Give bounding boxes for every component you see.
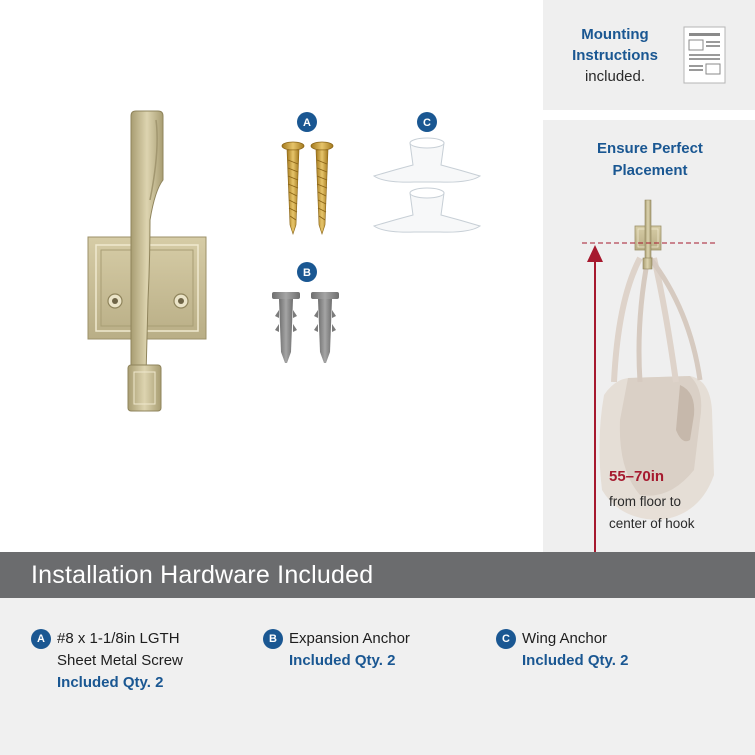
screw-a-image bbox=[282, 112, 333, 234]
legend-badge-a: A bbox=[31, 629, 51, 649]
placement-title bbox=[565, 138, 735, 182]
legend-item-expansion-anchor bbox=[289, 628, 410, 672]
mounting-line-3: included. bbox=[584, 68, 646, 85]
mounting-instructions-text bbox=[565, 24, 665, 87]
wing-anchor-c-image bbox=[374, 112, 480, 232]
expansion-anchor-b-image bbox=[272, 262, 339, 363]
label-c: C bbox=[423, 117, 431, 129]
placement-title-line-1: Ensure Perfect bbox=[597, 140, 703, 157]
wing-qty: Included Qty. 2 bbox=[522, 652, 629, 669]
mounting-line-1: Mounting bbox=[581, 26, 649, 43]
height-desc-line-1: from floor to bbox=[609, 494, 682, 509]
mounting-line-2: Instructions bbox=[572, 47, 658, 64]
expansion-name: Expansion Anchor bbox=[289, 630, 410, 647]
height-desc-line-2: center of hook bbox=[609, 516, 695, 531]
legend-item-screw bbox=[57, 628, 183, 694]
label-b: B bbox=[303, 267, 311, 279]
expansion-qty: Included Qty. 2 bbox=[289, 652, 396, 669]
screw-qty: Included Qty. 2 bbox=[57, 674, 164, 691]
screw-name-line-2: Sheet Metal Screw bbox=[57, 652, 183, 669]
wing-name: Wing Anchor bbox=[522, 630, 608, 647]
height-range-value: 55–70in bbox=[609, 468, 665, 485]
instructions-document-icon bbox=[684, 27, 725, 83]
legend-item-wing-anchor bbox=[522, 628, 628, 672]
banner-title: Installation Hardware Included bbox=[31, 561, 374, 589]
placement-title-line-2: Placement bbox=[612, 162, 688, 179]
label-a: A bbox=[303, 117, 311, 129]
legend-badge-c: C bbox=[496, 629, 516, 649]
screw-name-line-1: #8 x 1-1/8in LGTH bbox=[57, 630, 180, 647]
height-description bbox=[609, 491, 739, 535]
legend-badge-b: B bbox=[263, 629, 283, 649]
robe-hook-image bbox=[88, 111, 206, 411]
